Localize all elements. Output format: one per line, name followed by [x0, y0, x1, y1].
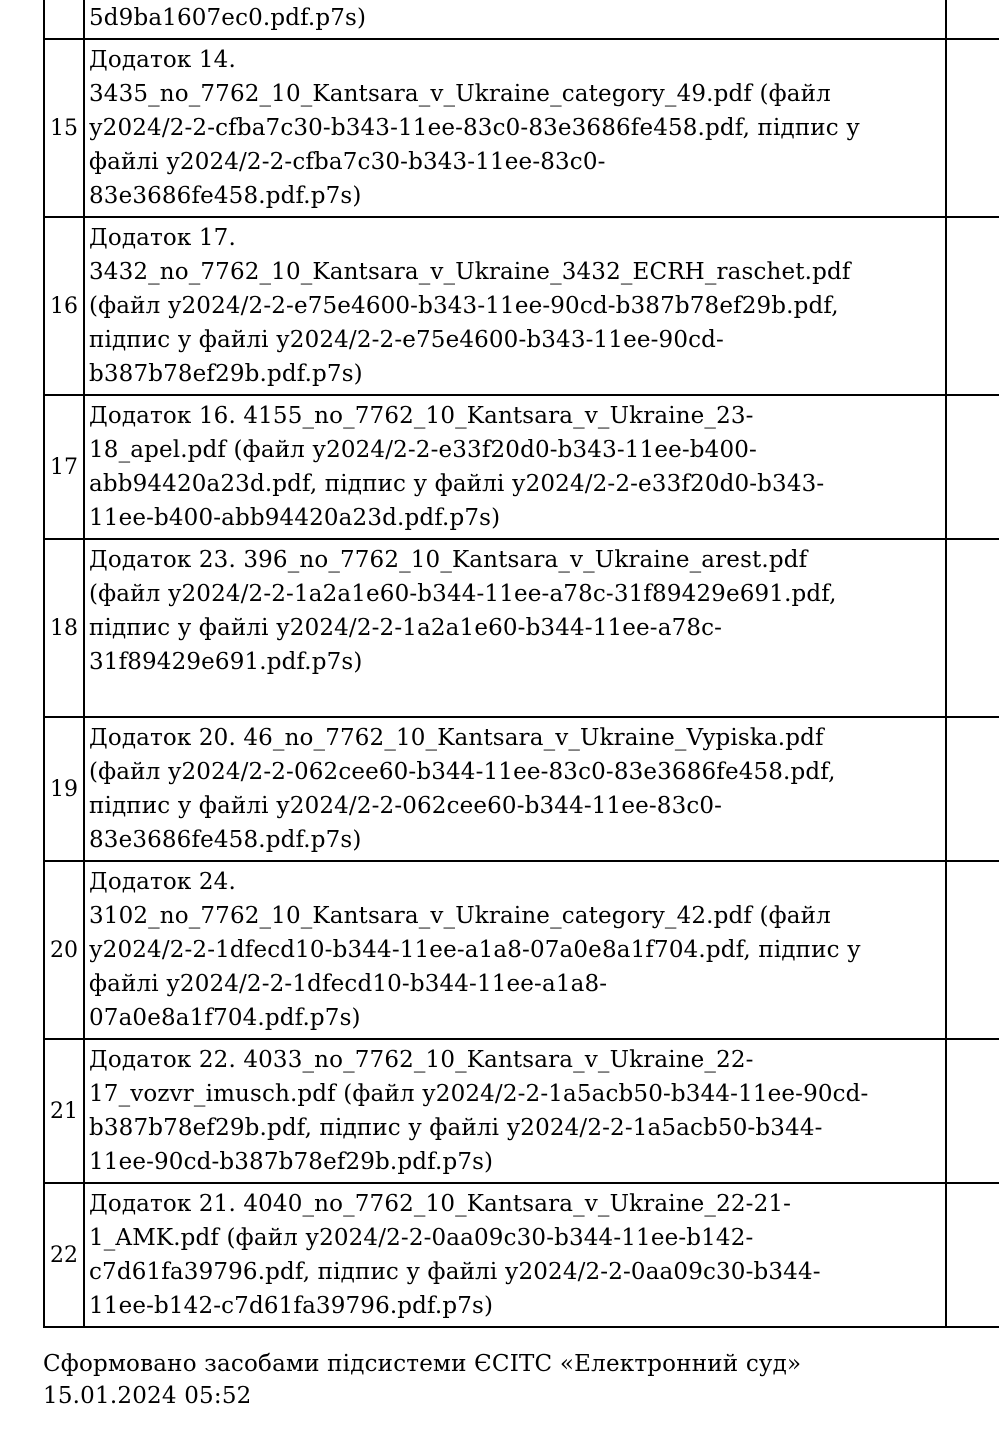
row-number	[44, 0, 84, 39]
description-line: 17_vozvr_imusch.pdf (файл у2024/2-2-1a5acb50-b344-11ee-90cd-	[89, 1081, 869, 1107]
attachment-description	[84, 717, 946, 861]
description-line: підпис у файлі у2024/2-2-062cee60-b344-11ee-83c0-	[89, 793, 723, 819]
description-line: 83e3686fe458.pdf.p7s)	[89, 827, 362, 853]
row-number: 17	[44, 395, 84, 539]
description-line: 07a0e8a1f704.pdf.p7s)	[89, 1005, 361, 1031]
description-line: 3435_no_7762_10_Kantsara_v_Ukraine_category_49.pdf (файл	[89, 81, 831, 107]
attachment-description	[84, 861, 946, 1039]
description-line	[89, 679, 941, 713]
description-line: Додаток 14.	[89, 47, 236, 73]
description-line: 5d9ba1607ec0.pdf.p7s)	[89, 5, 367, 31]
attachment-description	[84, 539, 946, 717]
description-line: Додаток 21. 4040_no_7762_10_Kantsara_v_Ukraine_22-21-	[89, 1191, 792, 1217]
table-row	[44, 395, 999, 539]
description-line: файлі у2024/2-2-1dfecd10-b344-11ee-a1a8-	[89, 971, 608, 997]
table-row	[44, 0, 999, 39]
attachment-description	[84, 1039, 946, 1183]
table-row	[44, 1039, 999, 1183]
description-line: 31f89429e691.pdf.p7s)	[89, 649, 363, 675]
row-number: 18	[44, 539, 84, 717]
row-number: 19	[44, 717, 84, 861]
description-line: 11ee-b142-c7d61fa39796.pdf.p7s)	[89, 1293, 494, 1319]
table-row	[44, 539, 999, 717]
description-line: (файл у2024/2-2-062cee60-b344-11ee-83c0-83e3686fe458.pdf,	[89, 759, 836, 785]
description-line: 11ee-b400-abb94420a23d.pdf.p7s)	[89, 505, 501, 531]
table-row	[44, 861, 999, 1039]
row-number: 22	[44, 1183, 84, 1327]
attachment-description	[84, 217, 946, 395]
description-line: Додаток 23. 396_no_7762_10_Kantsara_v_Ukraine_arest.pdf	[89, 547, 808, 573]
description-line: 83e3686fe458.pdf.p7s)	[89, 183, 362, 209]
description-line: abb94420a23d.pdf, підпис у файлі у2024/2-2-e33f20d0-b343-	[89, 471, 825, 497]
table-row	[44, 217, 999, 395]
footer-timestamp: 15.01.2024 05:52	[43, 1383, 252, 1409]
empty-cell	[946, 1183, 999, 1327]
description-line: 3432_no_7762_10_Kantsara_v_Ukraine_3432_ECRH_raschet.pdf	[89, 259, 851, 285]
empty-cell	[946, 539, 999, 717]
attachment-description	[84, 39, 946, 217]
description-line: Додаток 17.	[89, 225, 236, 251]
description-line: підпис у файлі у2024/2-2-1a2a1e60-b344-11ee-a78c-	[89, 615, 723, 641]
table-row	[44, 717, 999, 861]
description-line: b387b78ef29b.pdf, підпис у файлі у2024/2-2-1a5acb50-b344-	[89, 1115, 823, 1141]
description-line: (файл у2024/2-2-e75e4600-b343-11ee-90cd-b387b78ef29b.pdf,	[89, 293, 839, 319]
description-line: у2024/2-2-cfba7c30-b343-11ee-83c0-83e3686fe458.pdf, підпис у	[89, 115, 860, 141]
empty-cell	[946, 861, 999, 1039]
attachment-description	[84, 1183, 946, 1327]
table-row	[44, 1183, 999, 1327]
table-row	[44, 39, 999, 217]
description-line: 1_AMK.pdf (файл у2024/2-2-0aa09c30-b344-11ee-b142-	[89, 1225, 754, 1251]
description-line: Додаток 22. 4033_no_7762_10_Kantsara_v_Ukraine_22-	[89, 1047, 754, 1073]
description-line: файлі у2024/2-2-cfba7c30-b343-11ee-83c0-	[89, 149, 606, 175]
description-line: (файл у2024/2-2-1a2a1e60-b344-11ee-a78c-31f89429e691.pdf,	[89, 581, 837, 607]
footer-generated-by: Сформовано засобами підсистеми ЄСІТС «Електронний суд»	[43, 1351, 802, 1377]
empty-cell	[946, 395, 999, 539]
row-number: 15	[44, 39, 84, 217]
description-line: 18_apel.pdf (файл у2024/2-2-e33f20d0-b343-11ee-b400-	[89, 437, 757, 463]
description-line: підпис у файлі у2024/2-2-e75e4600-b343-11ee-90cd-	[89, 327, 724, 353]
empty-cell	[946, 717, 999, 861]
description-line: Додаток 16. 4155_no_7762_10_Kantsara_v_Ukraine_23-	[89, 403, 754, 429]
footer	[43, 1348, 801, 1412]
description-line: у2024/2-2-1dfecd10-b344-11ee-a1a8-07a0e8a1f704.pdf, підпис у	[89, 937, 861, 963]
attachment-description	[84, 395, 946, 539]
description-line: b387b78ef29b.pdf.p7s)	[89, 361, 363, 387]
description-line: 11ee-90cd-b387b78ef29b.pdf.p7s)	[89, 1149, 494, 1175]
description-line: 3102_no_7762_10_Kantsara_v_Ukraine_category_42.pdf (файл	[89, 903, 831, 929]
row-number: 16	[44, 217, 84, 395]
attachment-description	[84, 0, 946, 39]
description-line: c7d61fa39796.pdf, підпис у файлі у2024/2-2-0aa09c30-b344-	[89, 1259, 821, 1285]
row-number: 21	[44, 1039, 84, 1183]
empty-cell	[946, 39, 999, 217]
row-number: 20	[44, 861, 84, 1039]
description-line: Додаток 20. 46_no_7762_10_Kantsara_v_Ukraine_Vypiska.pdf	[89, 725, 824, 751]
attachments-table-body	[44, 0, 999, 1327]
empty-cell	[946, 217, 999, 395]
description-line: Додаток 24.	[89, 869, 236, 895]
attachments-table	[43, 0, 999, 1328]
empty-cell	[946, 0, 999, 39]
empty-cell	[946, 1039, 999, 1183]
